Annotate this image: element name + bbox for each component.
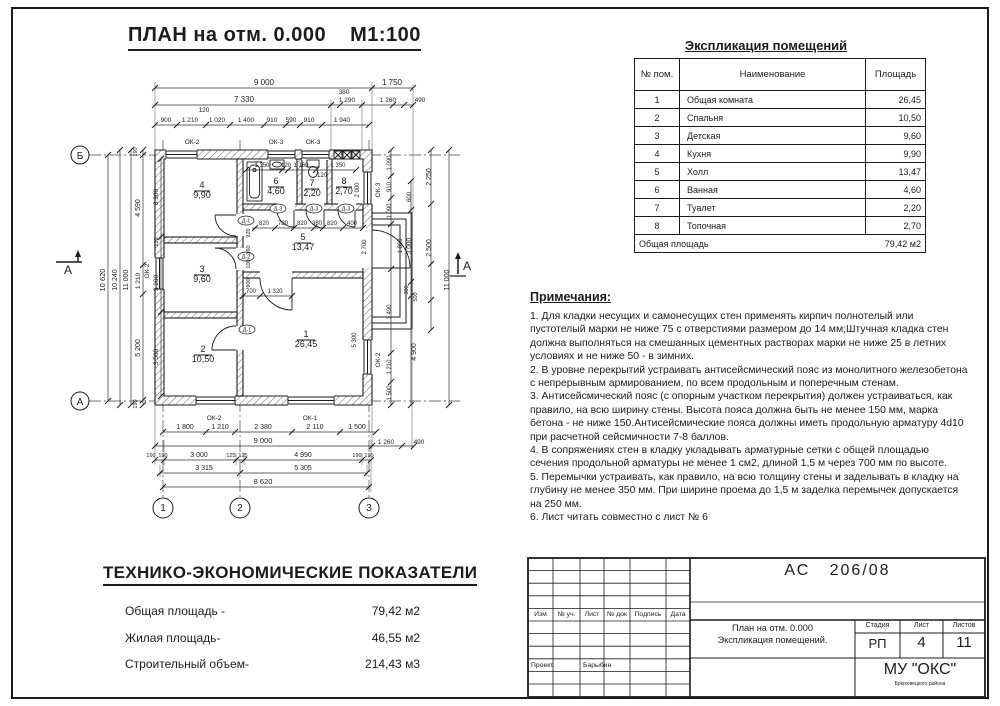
table-cell: 1	[635, 91, 680, 109]
stage-label: Стадия	[865, 622, 890, 629]
plan-label: 4 900	[411, 343, 418, 361]
notes-block	[530, 290, 968, 525]
table-cell: 9,60	[866, 127, 926, 145]
plan-label: 3 000	[406, 237, 413, 255]
plan-label: 1 210	[181, 117, 199, 124]
plan-label: 10,50	[191, 354, 215, 364]
designer-name: Барыбин	[583, 662, 612, 669]
plan-label: 590	[285, 117, 297, 124]
plan-label: Б	[76, 151, 84, 162]
table-cell: 2	[635, 109, 680, 127]
plan-label: 4	[199, 180, 205, 190]
plan-label: 190	[158, 453, 168, 459]
plan-label: 2 250	[426, 168, 433, 186]
plan-label: 380	[338, 89, 350, 96]
plan-label: 13,47	[291, 242, 315, 252]
table-cell: 13,47	[866, 163, 926, 181]
plan-label: Д-1	[241, 218, 251, 225]
plan-label: 910	[266, 117, 278, 124]
plan-label: 3 200	[153, 274, 160, 292]
plan-label: 1 260	[377, 439, 395, 446]
plan-label: 7	[309, 178, 315, 188]
plan-label: 490	[414, 97, 426, 104]
plan-title-text: ПЛАН на отм. 0.000	[128, 24, 327, 46]
plan-label: 2,70	[335, 186, 353, 196]
plan-label: 900	[246, 278, 252, 288]
table-row	[635, 199, 926, 217]
plan-label: А	[76, 397, 84, 408]
plan-label: 7 330	[233, 95, 255, 104]
plan-label: Д-1	[242, 327, 252, 334]
organization-subtitle: Брюховецкого района	[894, 681, 946, 687]
axis-bubbles	[71, 146, 379, 518]
tech-row	[125, 631, 420, 645]
plan-label: 100	[246, 259, 252, 269]
table-row	[635, 91, 926, 109]
table-cell: Спальня	[680, 109, 866, 127]
table-cell: 3	[635, 127, 680, 145]
plan-label: 1 090	[387, 203, 393, 219]
plan-label: 2 380	[254, 424, 272, 431]
plan-label: 3 490	[387, 304, 393, 320]
plan-label: 190	[133, 147, 139, 157]
plan-label: 1 090	[387, 155, 393, 171]
plan-label: 2	[200, 344, 206, 354]
plan-label: 910	[387, 181, 393, 193]
plan-label: 3 500	[153, 348, 160, 366]
table-cell: Общая комната	[680, 91, 866, 109]
plan-label: 900	[160, 117, 172, 124]
plan-label: 120	[198, 107, 210, 114]
plan-label: 8 620	[253, 477, 273, 486]
sheet-title-line1: План на отм. 0.000	[732, 623, 813, 633]
notes-list	[530, 310, 968, 525]
plan-label: 125	[226, 453, 236, 459]
plan-label: Д-3	[273, 206, 283, 213]
plan-label: 1 890	[398, 238, 404, 254]
plan-label: 190	[133, 399, 139, 409]
plan-label: 120	[280, 163, 292, 169]
plan-label: 190	[364, 453, 374, 459]
plan-label: Д-2	[241, 254, 251, 261]
tech-label: Общая площадь -	[125, 604, 226, 618]
plan-label: 9 000	[253, 436, 273, 445]
table-cell: 10,50	[866, 109, 926, 127]
plan-label: ОК-3	[375, 182, 382, 198]
plan-label: 1 210	[135, 272, 142, 290]
plan-label: 1	[160, 503, 166, 514]
plan-label: 600	[407, 191, 413, 203]
stamp-col-izm: Изм	[534, 611, 547, 618]
stamp-col-uch: № уч.	[557, 611, 576, 618]
plan-label: 3 315	[195, 465, 213, 472]
total-value: 79,42 м2	[884, 238, 921, 249]
plan-label: 2 110	[306, 424, 324, 431]
total-label: Общая площадь	[639, 238, 709, 249]
plan-label: 490	[413, 439, 425, 446]
plan-label: 1	[303, 329, 309, 339]
table-total-row	[635, 235, 926, 253]
plan-label: 380	[311, 221, 323, 227]
table-cell: Кухня	[680, 145, 866, 163]
plan-label: ОК-3	[268, 139, 284, 146]
table-cell: Ванная	[680, 181, 866, 199]
plan-label: 1 500	[387, 385, 393, 401]
designer-label: Проект.	[531, 662, 555, 669]
plan-label: 160	[246, 245, 252, 255]
note-item: 4. В сопряжениях стен в кладку укладывать арматурные сетки с общей площадью сечения продольной арматуры не менее 1 см2, длиной 1,5 м через 700 мм по высоте.	[530, 445, 948, 470]
plan-label: 1 750	[381, 78, 403, 87]
plan-label: 1 210	[211, 424, 229, 431]
sheet-title-line2: Экспликация помещений.	[717, 634, 828, 645]
plan-label: 3	[366, 503, 372, 514]
plan-label: А	[63, 263, 73, 277]
plan-scale: М1:100	[350, 24, 421, 46]
tech-label: Строительный объем-	[125, 657, 249, 671]
plan-label: Д-3	[341, 206, 351, 213]
plan-label: 3 300	[153, 188, 160, 206]
plan-label: 1 290	[338, 97, 356, 104]
plan-label: 780	[277, 221, 289, 227]
plan-label: 125	[238, 453, 248, 459]
plan-label: 2 700	[362, 239, 368, 255]
plan-label: 820	[296, 221, 308, 227]
plan-label: 10 620	[98, 268, 107, 292]
stamp-col-data: Дата	[670, 611, 686, 618]
plan-label: 2,20	[303, 188, 321, 198]
table-cell: Холл	[680, 163, 866, 181]
room-schedule	[634, 38, 921, 253]
plan-label: 2	[237, 503, 243, 514]
note-item: 5. Перемычки устраивать, как правило, на всю толщину стены и заделывать в кладку на глубину не менее 350 мм. При ширине проема до 1,5 м заделка перемычек допускается на 250 мм.	[530, 471, 959, 510]
plan-label: 190	[352, 453, 362, 459]
table-total-cell	[635, 235, 926, 253]
plan-label: 8	[341, 176, 347, 186]
plan-title	[128, 24, 421, 51]
sheets-total: 11	[956, 634, 972, 651]
col-header-name: Наименование	[680, 59, 866, 91]
plan-label: 26,45	[294, 339, 318, 349]
table-cell: 2,20	[866, 199, 926, 217]
tech-indicators-title: ТЕХНИКО-ЭКОНОМИЧЕСКИЕ ПОКАЗАТЕЛИ	[103, 563, 477, 586]
plan-label: 10 240	[112, 269, 119, 291]
plan-label: 1 320	[267, 289, 283, 295]
plan-label: 120	[316, 173, 328, 179]
table-row	[635, 127, 926, 145]
table-row	[635, 181, 926, 199]
col-header-number: № пом.	[635, 59, 680, 91]
plan-label: 1 160	[293, 163, 309, 169]
table-cell: 7	[635, 199, 680, 217]
note-item: 3. Антисейсмический пояс (с опорным участком перекрытия) должен устраиваться, как правило, на всю ширину стены. Высота пояса должна быть не менее 150 мм, марка бетона - не ниже 150.Антисейсмические пояса должны иметь продольную арматуру 4d10 при расчетной сейсмичности 7-8 баллов.	[530, 391, 964, 443]
table-cell: 26,45	[866, 91, 926, 109]
plan-label: 1 260	[379, 97, 397, 104]
notes-title: Примечания:	[530, 290, 612, 304]
plan-label: 2 000	[355, 182, 361, 198]
tech-row	[125, 657, 420, 671]
plan-label: 910	[303, 117, 315, 124]
plan-label: 500	[413, 292, 419, 302]
plan-label: 300	[404, 285, 410, 295]
stamp-col-list: Лист	[584, 611, 600, 618]
document-number: АС 206/08	[784, 562, 891, 579]
table-row	[635, 145, 926, 163]
tech-label: Жилая площадь-	[125, 631, 221, 645]
stamp-col-doc: № док	[607, 611, 627, 618]
plan-label: 400	[346, 221, 358, 227]
plan-label: 11 000	[123, 269, 130, 291]
tech-value: 79,42 м2	[371, 604, 420, 618]
plan-label: 1 350	[254, 163, 270, 169]
plan-label: 6	[273, 176, 279, 186]
stage-value: РП	[868, 636, 887, 651]
plan-label: 1 800	[176, 424, 194, 431]
plan-label: 5 305	[294, 465, 312, 472]
sheet-title	[690, 623, 855, 646]
stamp-col-podpis: Подпись	[634, 611, 662, 618]
note-item: 2. В уровне перекрытий устраивать антисейсмический пояс из монолитного железобетона с непрерывным армированием, по всем продольным и поперечным стенам.	[530, 364, 968, 390]
plan-label: 4 590	[135, 199, 142, 217]
tech-value: 46,55 м2	[371, 631, 420, 645]
table-row	[635, 109, 926, 127]
note-item: 1. Для кладки несущих и самонесущих стен применять кирпич полнотелый или пустотелый марки не ниже 75 с отверстиями размером до 14 мм;Штучная кладка стен должна выполняться на смешанных цементных растворах марки не ниже 25 в летних условиях и не ниже 50 - в зимних.	[530, 311, 949, 363]
plan-label: ОК-2	[184, 139, 200, 146]
plan-label: 9,90	[193, 190, 211, 200]
plan-label: 5 300	[352, 332, 358, 348]
plan-label: ОК-3	[305, 139, 321, 146]
plan-label: 11 000	[444, 269, 451, 291]
sheet-number: 4	[917, 634, 926, 651]
note-item: 6. Лист читать совместно с лист № 6	[530, 512, 708, 524]
plan-label: А	[462, 259, 472, 273]
table-cell: 2,70	[866, 217, 926, 235]
plan-label: 700	[245, 289, 257, 295]
plan-label: 5 200	[135, 339, 142, 357]
room-schedule-table	[634, 58, 926, 253]
plan-label: 1 400	[237, 117, 255, 124]
table-header-row	[635, 59, 926, 91]
table-row	[635, 217, 926, 235]
plan-label: 4,60	[267, 186, 285, 196]
plan-label: 120	[154, 237, 160, 247]
room-schedule-title: Экспликация помещений	[684, 38, 848, 53]
col-header-area: Площадь	[866, 59, 926, 91]
tech-value: 214,43 м3	[365, 657, 420, 671]
plan-label: ОК-2	[144, 263, 151, 279]
plan-label: ОК-1	[302, 415, 318, 422]
plan-label: 9 000	[253, 78, 275, 87]
plan-label: 9,60	[193, 274, 211, 284]
plan-label: Д-3	[309, 206, 319, 213]
plan-label: ОК-2	[375, 352, 382, 368]
plan-label: 1 210	[387, 359, 393, 375]
plan-label: 2 500	[426, 239, 433, 257]
plan-label: 1 350	[330, 163, 346, 169]
sheets-label: Листов	[952, 622, 976, 629]
sheet-label: Лист	[913, 622, 930, 629]
plan-label: 3 000	[190, 452, 208, 459]
table-cell: 5	[635, 163, 680, 181]
table-row	[635, 163, 926, 181]
plan-label: 1 020	[208, 117, 226, 124]
plan-label: 820	[258, 221, 270, 227]
table-cell: Туалет	[680, 199, 866, 217]
plan-label: 3	[199, 264, 205, 274]
table-cell: Детская	[680, 127, 866, 145]
plan-label: 820	[326, 221, 338, 227]
plan-label: ОК-2	[206, 415, 222, 422]
plan-label: 5	[300, 232, 306, 242]
table-cell: 4	[635, 145, 680, 163]
table-cell: 4,60	[866, 181, 926, 199]
plan-label: 190	[146, 453, 156, 459]
table-cell: Топочная	[680, 217, 866, 235]
organization-name: МУ "ОКС"	[883, 661, 957, 678]
table-cell: 6	[635, 181, 680, 199]
plan-label: 1 940	[333, 117, 351, 124]
table-cell: 9,90	[866, 145, 926, 163]
tech-row	[125, 604, 420, 618]
plan-label: 4 990	[294, 452, 312, 459]
table-cell: 8	[635, 217, 680, 235]
plan-label: 1 500	[348, 424, 366, 431]
plan-label: 920	[246, 228, 252, 238]
